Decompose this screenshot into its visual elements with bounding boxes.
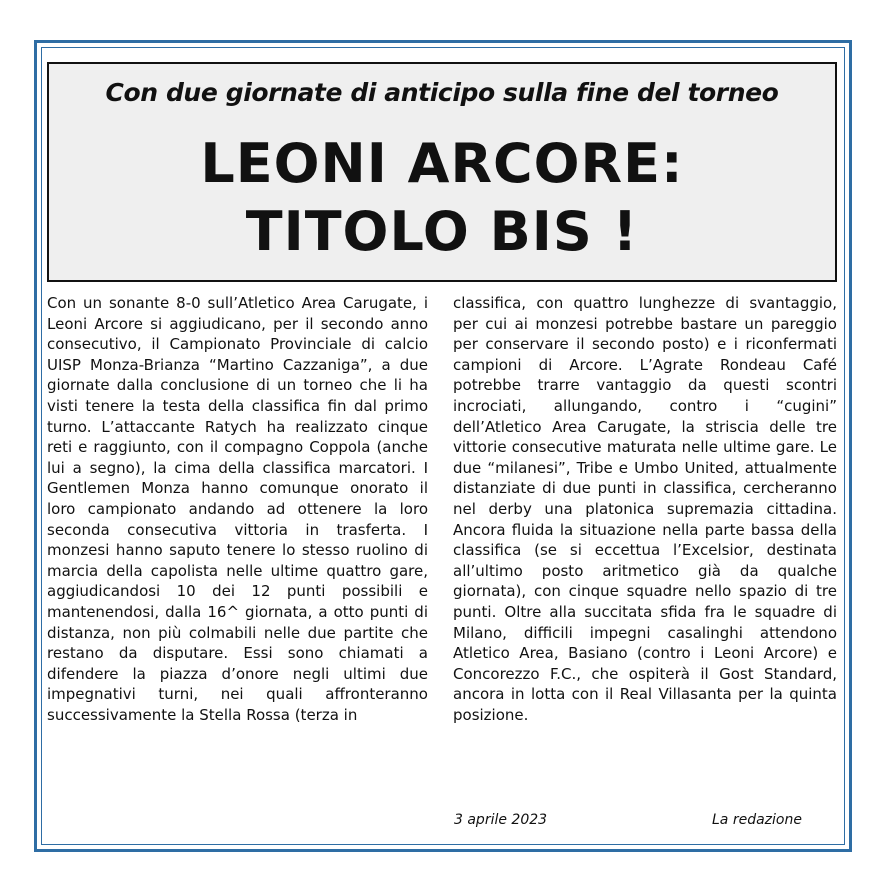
headline-title bbox=[49, 130, 835, 266]
headline-kicker: Con due giornate di anticipo sulla fine del torneo bbox=[105, 78, 779, 107]
article-date: 3 aprile 2023 bbox=[454, 812, 548, 828]
headline-box bbox=[47, 62, 837, 282]
headline-title-line-1: LEONI ARCORE: bbox=[200, 132, 684, 195]
article-text-left: Con un sonante 8-0 sull’Atletico Area Carugate, i Leoni Arcore si aggiudicano, per il secondo anno consecutivo, il Campionato Provinciale di calcio UISP Monza-Brianza “Martino Cazzaniga”, a due giornate dalla conclusione di un torneo che li ha visti tenere la testa della classifica fin dal primo turno. L’attaccante Ratych ha realizzato cinque reti e raggiunto, con il compagno Coppola (anche lui a segno), la cima della classifica marcatori. I Gentlemen Monza hanno comunque onorato il loro campionato andando ad ottenere la loro seconda consecutiva vittoria in trasferta. I monzesi hanno saputo tenere lo stesso ruolino di marcia della capolista nelle ultime quattro gare, aggiudicandosi 10 dei 12 punti possibili e mantenendosi, dalla 16^ giornata, a otto punti di distanza, non più colmabili nelle due partite che restano da disputare. Essi sono chiamati a difendere la piazza d’onore negli ultimi due impegnativi turni, nei quali affronteranno successivamente la Stella Rossa (terza in bbox=[47, 294, 428, 724]
article-signature: La redazione bbox=[712, 812, 802, 828]
article-column-right bbox=[453, 293, 837, 725]
article-text-right: classifica, con quattro lunghezze di svantaggio, per cui ai monzesi potrebbe bastare un pareggio per conservare il secondo posto) e i riconfermati campioni di Arcore. L’Agrate Rondeau Café potrebbe trarre vantaggio da questi scontri incrociati, allungando, contro i “cugini” dell’Atletico Area Carugate, la striscia delle tre vittorie consecutive maturata nelle ultime gare. Le due “milanesi”, Tribe e Umbo United, attualmente distanziate di due punti in classifica, cercheranno nel derby una platonica supremazia cittadina. Ancora fluida la situazione nella parte bassa della classifica (se si eccettua l’Excelsior, destinata all’ultimo posto aritmetico già da qualche giornata), con cinque squadre nello spazio di tre punti. Oltre alla succitata sfida fra le squadre di Milano, difficili impegni casalinghi attendono Atletico Area, Basiano (contro i Leoni Arcore) e Concorezzo F.C., che ospiterà il Gost Standard, ancora in lotta con il Real Villasanta per la quinta posizione. bbox=[453, 294, 837, 724]
headline-title-line-2: TITOLO BIS ! bbox=[245, 200, 639, 263]
article-column-left bbox=[47, 293, 428, 725]
